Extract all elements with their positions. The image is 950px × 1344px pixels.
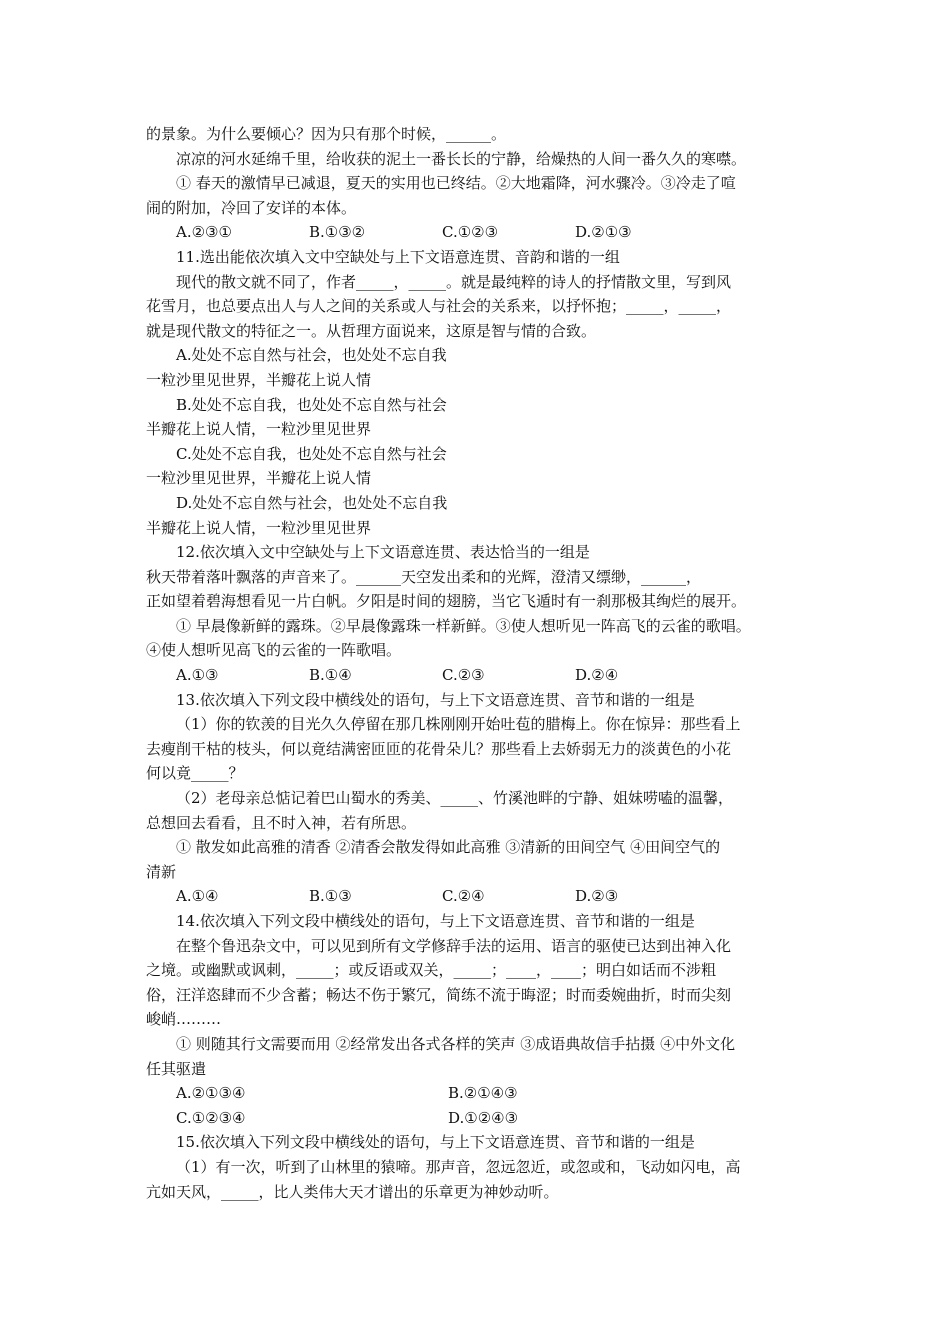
text-line: 的景象。为什么要倾心？因为只有那个时候，______。 [146,125,507,143]
text-line: 之境。或幽默或讽刺，_____；或反语或双关，_____；____，____；明白如话而不涉粗 [146,961,717,980]
answer-option: A.②③① [176,223,232,242]
answer-option: B.①③ [309,887,352,906]
answer-option: A.①④ [176,887,219,906]
text-line: 半瓣花上说人情，一粒沙里见世界 [146,420,372,439]
answer-option: A.②①③④ [176,1084,246,1103]
text-line: 11.选出能依次填入文中空缺处与上下文语意连贯、音韵和谐的一组 [176,247,620,266]
document-body [146,122,808,1204]
text-line: 花雪月，也总要点出人与人之间的关系或人与社会的关系来，以抒怀抱；_____，_____， [146,297,732,316]
text-line: ① 散发如此高雅的清香 ②清香会散发得如此高雅 ③清新的田间空气 ④田间空气的 [176,838,721,857]
answer-option: C.①②③④ [176,1108,246,1127]
text-line: 清新 [146,862,177,881]
text-line: C.处处不忘自我，也处处不忘自然与社会 [176,444,447,463]
text-line: （1）你的钦羡的目光久久停留在那几株刚刚开始吐苞的腊梅上。你在惊异：那些看上 [176,715,741,734]
answer-option: D.①②④③ [448,1108,519,1127]
answer-options-row [146,884,808,909]
answer-option: C.②④ [442,887,485,906]
text-line: （1）有一次，听到了山林里的猿啼。那声音，忽远忽近，或忽或和，飞动如闪电，高 [176,1157,741,1176]
text-line: 总想回去看看，且不时入神，若有所思。 [146,813,417,832]
text-line: ④使人想听见高飞的云雀的一阵歌唱。 [146,641,402,660]
text-line: D.处处不忘自然与社会，也处处不忘自我 [176,493,448,512]
answer-options-row [146,663,808,688]
text-line: A.处处不忘自然与社会，也处处不忘自我 [176,346,447,365]
text-line: 峻峭……… [146,1010,222,1029]
answer-option: B.①④ [309,666,352,685]
text-line: ① 则随其行文需要而用 ②经常发出各式各样的笑声 ③成语典故信手拈摄 ④中外文化 [176,1034,736,1053]
text-line: 正如望着碧海想看见一片白帆。夕阳是时间的翅膀，当它飞遁时有一刹那极其绚烂的展开。 [146,592,747,611]
text-line: ① 春天的激情早已减退，夏天的实用也已终结。②大地霜降，河水骤冷。③冷走了喧 [176,174,736,193]
text-line: 任其驱遣 [146,1059,207,1078]
text-line: 俗，汪洋恣肆而不少含蓄；畅达不伤于繁冗，简练不流于晦涩；时而委婉曲折，时而尖刻 [146,985,732,1004]
text-line: 凉凉的河水延绵千里，给收获的泥土一番长长的宁静，给燥热的人间一番久久的寒噤。 [176,149,747,168]
text-line: 何以竟_____？ [146,764,244,783]
text-line: 13.依次填入下列文段中横线处的语句，与上下文语意连贯、音节和谐的一组是 [176,690,695,709]
text-line: 就是现代散文的特征之一。从哲理方面说来，这原是智与情的合致。 [146,321,597,340]
text-line: 一粒沙里见世界，半瓣花上说人情 [146,469,372,488]
text-line: ① 早晨像新鲜的露珠。②早晨像露珠一样新鲜。③使人想听见一阵高飞的云雀的歌唱。 [176,616,751,635]
text-line: 闹的附加，冷回了安详的本体。 [146,198,357,217]
text-line: 在整个鲁迅杂文中，可以见到所有文学修辞手法的运用、语言的驱使已达到出神入化 [176,936,732,955]
text-line: 14.依次填入下列文段中横线处的语句，与上下文语意连贯、音节和谐的一组是 [176,912,695,930]
text-line: 秋天带着落叶飘落的声音来了。______天空发出柔和的光辉，澄清又缥缈，______， [146,567,702,586]
text-line: 现代的散文就不同了，作者_____，_____。就是最纯粹的诗人的抒情散文里，写到风 [176,272,732,291]
answer-option: D.②①③ [575,223,632,242]
text-line: 15.依次填入下列文段中横线处的语句，与上下文语意连贯、音节和谐的一组是 [176,1133,695,1152]
text-line: 半瓣花上说人情，一粒沙里见世界 [146,518,372,537]
text-line: （2）老母亲总惦记着巴山蜀水的秀美、_____、竹溪池畔的宁静、姐妹唠嗑的温馨， [176,789,734,808]
text-line: 亢如天风，_____，比人类伟大天才谱出的乐章更为神妙动听。 [146,1182,559,1201]
answer-option: B.②①④③ [448,1084,518,1103]
answer-option: B.①③② [309,223,366,242]
text-line: 12.依次填入文中空缺处与上下文语意连贯、表达恰当的一组是 [176,543,590,562]
text-line: B.处处不忘自我，也处处不忘自然与社会 [176,395,447,414]
answer-option: A.①③ [176,666,219,685]
answer-options-row [146,1081,808,1106]
answer-options-row [146,1106,808,1131]
answer-option: C.①②③ [442,223,499,242]
answer-option: D.②③ [575,887,619,906]
text-line: 去瘦削干枯的枝头，何以竟结满密匝匝的花骨朵儿？那些看上去娇弱无力的淡黄色的小花 [146,739,732,758]
answer-option: C.②③ [442,666,485,685]
answer-option: D.②④ [575,666,619,685]
text-line: 一粒沙里见世界，半瓣花上说人情 [146,370,372,389]
answer-options-row [146,220,808,245]
